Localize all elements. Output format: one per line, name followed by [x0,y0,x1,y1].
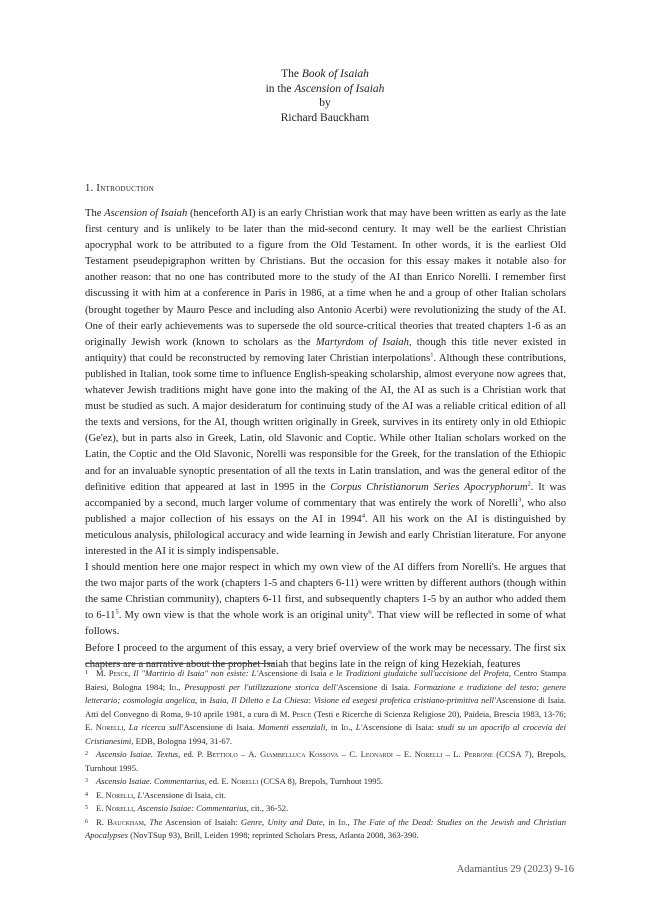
paragraph-2: I should mention here one major respect in which my own view of the AI differs from Norelli's. He argues that the two major parts of the work (chapters 1-5 and chapters 6-11) were written by different authors (though within the same Christian community), chapters 6-11 first, and subsequently chapters 1-5 by an author who added them to $6-11^5$. My own view is that the whole work is an original unity$^6$. That view will be reflected in some of what follows. [85,562,566,638]
section-title: Introduction [96,183,155,194]
title-line-1: The Book of Isaiah [281,68,369,80]
footnote-ref-2[interactable]: 2 [527,480,531,488]
section-heading [85,183,154,194]
title-line-2: in the Ascension of Isaiah [265,82,385,95]
footnote-ref-1[interactable]: 1 [430,351,434,359]
footnote-3: 3 Ascensio Isaiae. Commentarius, ed. E. Norelli (CCSA 8), Brepols, Turnhout 1995. [85,776,384,786]
article-title-block [0,67,650,125]
footnote-ref-6[interactable]: 6 [368,608,372,616]
footnotes [85,667,566,843]
footnote-ref-5[interactable]: 5 [115,608,119,616]
section-number: 1. [85,183,97,194]
footnote-4: 4 E. Norelli, L'Ascensione di Isaia, cit. [85,789,226,800]
footnote-1: 1 M. Pesce, Il "Martirio di Isaia" non esiste: L'Ascensione di Isaia e le Tradizioni giudaiche sull'uccisione del Profeta, Centro Stampa Baiesi, Bologna 1984; Id., Presupposti per l'utilizzazione storica dell'Ascensione di Isaia. Formazione e tradizione del testo; genere letterario; cosmologia angelica, in Isaia, Il Diletto e La Chiesa: Visione ed esegesi profetica cristiano-primitiva nell'Ascensione di Isaia. Atti del Convegno di Roma, 9-10 aprile 1981, a cura di M. Pesce (Testi e Ricerche di Scienza Religiose 20), Paideia, Brescia 1983, 13-76; E. Norelli, La ricerca sull'Ascensione di Isaia. Momenti essenziali, in Id., L'Ascensione di Isaia: studi su un apocrifo al crocevia dei Cristianesimi, EDB, Bologna 1994, 31-67. [85,668,567,746]
footnote-2: 2 Ascensio Isaiae. Textus, ed. P. Bettiolo – A. Giambelluca Kossova – C. Leonardi – E. Norelli – L. Perrone (CCSA 7), Brepols, Turnhout 1995. [85,749,566,773]
footnote-5: 5 E. Norelli, Ascensio Isaiae: Commentarius, cit., 36-52. [85,803,289,813]
body-text [85,206,566,673]
paragraph-1: The Ascension of Isaiah (henceforth AI) is an early Christian work that may have been written as early as the late first century and is unlikely to be later than the mid-second century. It may well be the earliest Christian apocryphal work to be attributed to a figure from the Old Testament. In other words, it is the earliest Old Testament pseudepigraphon written by Christians. But the occasion for this essay makes it notable also for another reason: that no one has contributed more to the study of the AI than Enrico Norelli. I remember first discussing it with him at a conference in Paris in 1986, at a time when he and a group of other Italian scholars (brought together by Mauro Pesce and including also Antonio Acerbi) were revolutionizing the study of the AI. One of their early achievements was to supersede the old source-critical theories that treated chapters 1-6 as an originally Jewish work (known to scholars as the Martyrdom of Isaiah, though this title never existed in antiquity) that could be reconstructed by removing later Christian interpolations$^1$. Although these contributions, published in Italian, took some time to influence English-speaking scholarship, almost everyone now agrees that, whatever Jewish traditions might have gone into the making of the AI, the AI as such is a Christian work that must be studied as such. A major desideratum for continuing study of the AI was a reliable critical edition of all the texts and versions, for the AI, though written originally in Greek, survives in its entirety only in old Ethiopic (Ge'ez), but in parts also in Greek, Latin, old Slavonic and Coptic. While other Italian scholars worked on the Latin, the Coptic and the Old Slavonic, Norelli was responsible for the Greek, for the translation of the Ethiopic and for an invaluable synoptic presentation of all the texts in Latin translation, and was the general editor of the definitive edition that appeared at last in 1995 in the Corpus Christianorum Series Apocryphorum$^2$. It was accompanied by a second, much larger volume of commentary that was entirely the work of Norelli$^3$, who also published a major collection of his essays on the AI in 1994$^4$. All his work on the AI is distinguished by meticulous analysis, philological accuracy and wide learning in Jewish and early Christian literature. For anyone interested in the AI it is simply indispensable. [85,208,567,557]
footnote-6: 6 R. Bauckham, The Ascension of Isaiah: Genre, Unity and Date, in Id., The Fate of the Dead: Studies on the Jewish and Christian Apocalypses (NovTSup 93), Brill, Leiden 1998; reprinted Scholars Press, Atlanta 2008, 363-390. [85,816,566,840]
running-footer: Adamantius 29 (2023) 9-16 [456,864,574,875]
footnote-divider [85,663,275,664]
footnote-ref-3[interactable]: 3 [518,496,522,504]
author-name: Richard Bauckham [280,111,370,124]
footnote-ref-4[interactable]: 4 [361,512,365,520]
paragraph-3: Before I proceed to the argument of this essay, a very brief overview of the work may be necessary. The first six chapters are a narrative about the prophet Isaiah that begins late in the reign of king Hezekiah, features [85,642,566,670]
byline-by: by [319,97,331,110]
